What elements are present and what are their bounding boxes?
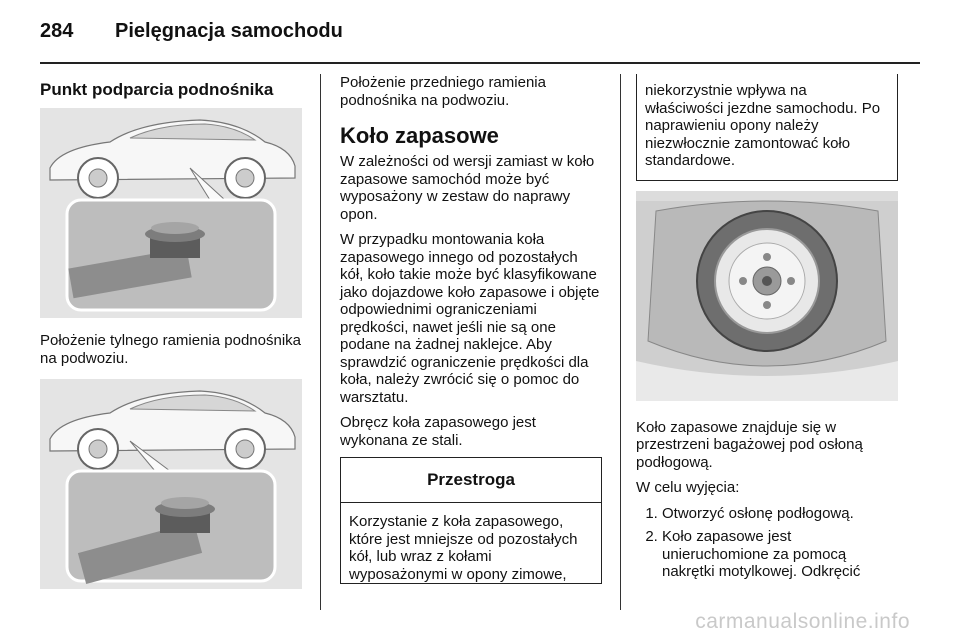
list-item: 1. Otworzyć osłonę podłogową. bbox=[662, 505, 898, 523]
column-divider-1 bbox=[320, 74, 321, 610]
column-right bbox=[636, 74, 898, 587]
removal-steps bbox=[636, 505, 898, 581]
chapter-title: Pielęgnacja samochodu bbox=[115, 20, 343, 42]
spare-wheel-illustration bbox=[636, 191, 898, 401]
warning-text: Korzystanie z koła zapasowego, które jest mniejsze od pozostałych kół, lub wraz z kołami wyposażonymi w opony zimowe, bbox=[349, 513, 578, 583]
warning-title: Przestroga bbox=[341, 458, 601, 503]
car-jack-svg-rear bbox=[40, 108, 302, 318]
column-divider-2 bbox=[620, 74, 621, 610]
rear-jack-illustration bbox=[40, 108, 302, 318]
page-number: 284 bbox=[40, 20, 74, 42]
column-left bbox=[40, 74, 302, 589]
paragraph-spare-location: Koło zapasowe znajduje się w przestrzeni bagażowej pod osłoną podłogową. bbox=[636, 418, 863, 471]
caption-rear-jack: Położenie tylnego ramienia podnośnika na podwoziu. bbox=[40, 332, 302, 367]
paragraph-steel-rim: Obręcz koła zapasowego jest wykonana ze stali. bbox=[340, 414, 536, 449]
car-jack-svg-front bbox=[40, 379, 302, 589]
paragraph-speed-limit: W przypadku montowania koła zapasowego innego od pozostałych kół, koło takie może być klasyfikowane jako dojazdowe koło zapasowe i objęte odpowiednimi ograniczeniami prędkości, nawet jeśli nie są one podane na żadnej naklejce. Aby sprawdzić ograniczenie prędkości dla koła, należy zwrócić się o pomoc do warsztatu. bbox=[340, 231, 600, 406]
paragraph-repair-kit: W zależności od wersji zamiast w koło zapasowe samochód może być wyposażony w zestaw do naprawy opon. bbox=[340, 153, 595, 223]
warning-box bbox=[340, 457, 602, 584]
spare-wheel-svg bbox=[636, 191, 898, 401]
watermark: carmanualsonline.info bbox=[695, 610, 910, 633]
section-heading-jack-point: Punkt podparcia podnośnika bbox=[40, 80, 274, 99]
list-item: 2. Koło zapasowe jest unieruchomione za pomocą nakrętki motylkowej. Odkręcić bbox=[662, 528, 898, 581]
section-heading-spare-wheel: Koło zapasowe bbox=[340, 123, 499, 148]
caption-front-jack: Położenie przedniego ramienia podnośnika na podwoziu. bbox=[340, 74, 546, 109]
header-rule bbox=[40, 62, 920, 64]
paragraph-removal-intro: W celu wyjęcia: bbox=[636, 479, 740, 496]
warning-continuation-text: niekorzystnie wpływa na właściwości jezdne samochodu. Po naprawieniu opony należy niezwłocznie zamontować koło standardowe. bbox=[645, 82, 881, 169]
front-jack-illustration bbox=[40, 379, 302, 589]
column-middle bbox=[340, 74, 602, 584]
warning-continuation-box bbox=[636, 74, 898, 181]
page-header bbox=[40, 10, 920, 50]
